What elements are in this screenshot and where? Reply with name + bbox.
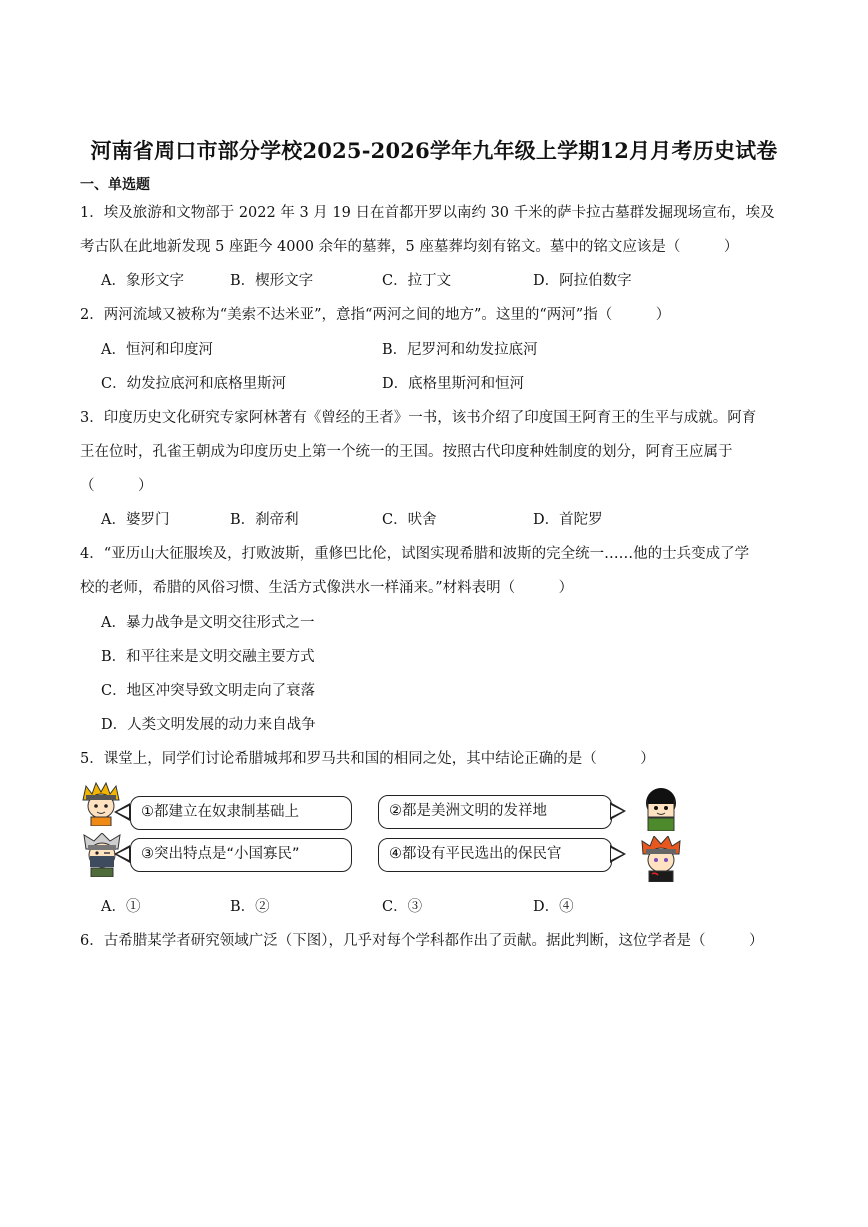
option-b[interactable]: B．尼罗河和幼发拉底河 xyxy=(382,342,538,358)
speech-bubble: ②都是美洲文明的发祥地 xyxy=(378,795,612,829)
option-a[interactable]: A．暴力战争是文明交往形式之一 xyxy=(101,615,315,631)
option-d[interactable]: D．④ xyxy=(533,899,574,915)
question-text-line: 3．印度历史文化研究专家阿林著有《曾经的王者》一书，该书介绍了印度国王阿育王的生平与成就。阿育 xyxy=(80,410,757,426)
option-d[interactable]: D．底格里斯河和恒河 xyxy=(382,376,525,392)
option-c[interactable]: C．③ xyxy=(382,899,423,915)
speech-bubble: ④都设有平民选出的保民官 xyxy=(378,838,612,872)
question-text-line: 6．古希腊某学者研究领域广泛（下图），几乎对每个学科都作出了贡献。据此判断，这位学者是（ ） xyxy=(80,933,764,949)
section-heading: 一、单选题 xyxy=(80,177,150,193)
option-d[interactable]: D．首陀罗 xyxy=(533,512,603,528)
speech-bubble: ①都建立在奴隶制基础上 xyxy=(130,796,352,830)
question-text-line: 2．两河流域又被称为“美索不达米亚”，意指“两河之间的地方”。这里的“两河”指（ ） xyxy=(80,307,671,323)
question-text-line: 校的老师，希腊的风俗习惯、生活方式像洪水一样涌来。”材料表明（ ） xyxy=(80,580,574,596)
student-avatar-icon xyxy=(640,785,682,831)
question-text-line: 考古队在此地新发现 5 座距今 4000 余年的墓葬，5 座墓葬均刻有铭文。墓中的铭文应该是（ ） xyxy=(80,239,739,255)
option-d[interactable]: D．阿拉伯数字 xyxy=(533,273,632,289)
question-text-line: 1．埃及旅游和文物部于 2022 年 3 月 19 日在首都开罗以南约 30 千米的萨卡拉古墓群发掘现场宣布，埃及 xyxy=(80,205,775,221)
question-text-line: 5．课堂上，同学们讨论希腊城邦和罗马共和国的相同之处，其中结论正确的是（ ） xyxy=(80,751,655,767)
option-c[interactable]: C．地区冲突导致文明走向了衰落 xyxy=(101,683,316,699)
option-b[interactable]: B．和平往来是文明交融主要方式 xyxy=(101,649,315,665)
speech-bubble: ③突出特点是“小国寡民” xyxy=(130,838,352,872)
option-a[interactable]: A．婆罗门 xyxy=(101,512,170,528)
question-text-line: （ ） xyxy=(80,478,153,494)
option-b[interactable]: B．刹帝利 xyxy=(230,512,299,528)
option-a[interactable]: A．恒河和印度河 xyxy=(101,342,213,358)
question-text-line: 王在位时，孔雀王朝成为印度历史上第一个统一的王国。按照古代印度种姓制度的划分，阿育王应属于 xyxy=(80,444,733,460)
option-b[interactable]: B．② xyxy=(230,899,270,915)
option-c[interactable]: C．拉丁文 xyxy=(382,273,452,289)
option-c[interactable]: C．幼发拉底河和底格里斯河 xyxy=(101,376,287,392)
page-title: 河南省周口市部分学校2025-2026学年九年级上学期12月月考历史试卷 xyxy=(90,138,778,163)
option-a[interactable]: A．象形文字 xyxy=(101,273,184,289)
option-c[interactable]: C．吠舍 xyxy=(382,512,437,528)
option-b[interactable]: B．楔形文字 xyxy=(230,273,314,289)
student-avatar-icon xyxy=(640,836,682,882)
option-d[interactable]: D．人类文明发展的动力来自战争 xyxy=(101,717,316,733)
option-a[interactable]: A．① xyxy=(101,899,141,915)
question-text-line: 4．“亚历山大征服埃及，打败波斯，重修巴比伦，试图实现希腊和波斯的完全统一……他的士兵变成了学 xyxy=(80,546,750,562)
